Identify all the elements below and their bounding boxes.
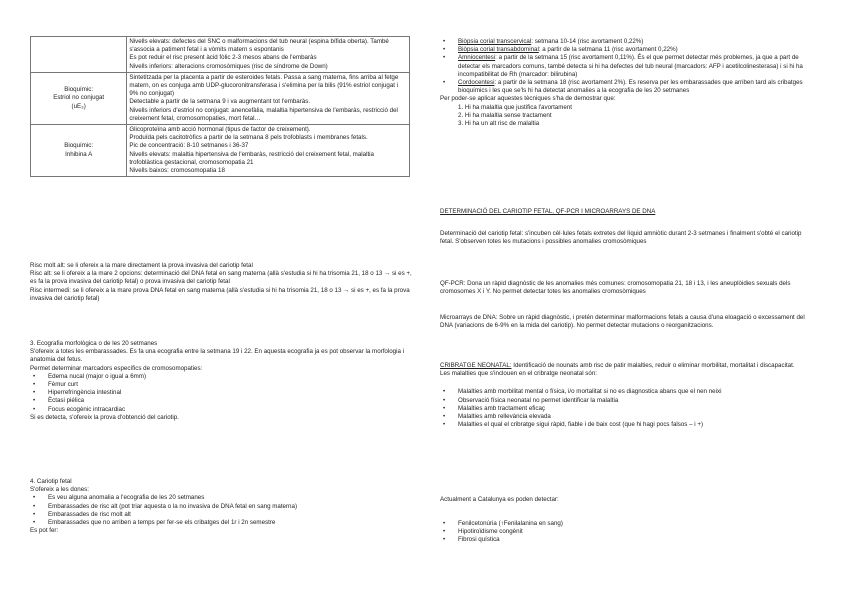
paragraph: Microarrays de DNA: Sobre un ràpid diagnòstic, i pretén determinar malformacions fetals a causa d'una eloagació o excessament del DNA (variacions de 6-9% en la mida del cariotip). No permet detectar mutacions o reorganitzacions. bbox=[440, 314, 805, 330]
method-text: : a partir de la setmana 15 (risc avortament 0,11%). És el que permet detectar més problemes, ja que a part de detectar els marcadors comuns, també detecta si hi ha defectes del tub neural (marcadors: AFP i acetilcolinesterasa) i si hi ha incompatibilitat de Rh (marcador: bilirubina) bbox=[458, 54, 803, 78]
list-item: • Fenilcetonúria (↑Fenilalanina en sang) bbox=[440, 520, 812, 528]
paragraph: Determinació del cariotip fetal: s'incuben cèl·lules fetals extretes del líquid amniòtic durant 2-3 setmanes i finalment s'obté el cariotip fetal. S'observen totes les mutacions i possibles anomalies cromosòmiques bbox=[440, 230, 802, 246]
method-term: Cordocentesi bbox=[458, 79, 495, 87]
list-item: • Es veu alguna anomalia a l'ecografia de les 20 setmanes bbox=[30, 494, 415, 502]
table-line: Detectable a partir de la setmana 9 i va augmentant tot l'embaràs. bbox=[129, 98, 311, 106]
label-line: Bioquímic: bbox=[64, 142, 94, 150]
paragraph: Actualment a Catalunya es poden detectar: bbox=[440, 496, 559, 503]
list-item: • Hipotiroïdisme congènit bbox=[440, 528, 812, 536]
table-row-content bbox=[127, 72, 410, 124]
paragraph: Per poder-se aplicar aquestes tècniques s'ha de demostrar que: bbox=[440, 95, 616, 103]
label-line: Inhibina A bbox=[65, 150, 93, 158]
section-heading: DETERMINACIÓ DEL CARIOTIP FETAL, QF-PCR I MICROARRAYS DE DNA bbox=[440, 208, 656, 215]
label-line: Bioquímic: bbox=[64, 86, 94, 94]
section-title: 4. Cariotip fetal bbox=[30, 478, 72, 485]
method-term: Biòpsia corial transcervical bbox=[458, 38, 532, 45]
list-item: 2. Hi ha malaltia sense tractament bbox=[458, 111, 552, 119]
list-item: • Embarassades que no arriben a temps per fer-se els cribatges del 1r i 2n semestre bbox=[30, 519, 415, 527]
paragraph: Si es detecta, s'ofereix la prova d'obtenció del cariotip. bbox=[30, 413, 179, 421]
table-row-label bbox=[31, 125, 127, 177]
list-item: • Malalties amb morbilitat mental o física, i/o mortalitat si no es diagnostica abans que el nen neixi bbox=[440, 388, 812, 396]
table-line: Nivells inferiors: alteracions cromosòmiques (risc de síndrome de Down) bbox=[129, 62, 328, 70]
section-title: 3. Ecografia morfològica o de les 20 setmanes bbox=[30, 340, 158, 347]
paragraph bbox=[440, 362, 812, 370]
neonatal-term: CRIBRATGE NEONATAL: bbox=[440, 362, 512, 369]
table-row-label bbox=[31, 72, 127, 124]
table-line: Pic de concentració: 8-10 setmanes i 36-37 bbox=[129, 142, 249, 150]
table-row-content bbox=[127, 37, 410, 73]
table-line: Sintetitzada per la placenta a partir de esteroides fetals. Passa a sang materna, fins arriba al fetge matern, on es conjuga amb UDP-glucoronitransferasa i s'elimina per la bilis (91% estriol conjugat i 9% no conjugat) bbox=[129, 73, 399, 98]
list-item: • Fèmur curt bbox=[30, 381, 415, 389]
table-line: Nivells elevats: defectes del SNC o malformacions del tub neural (espina bífida oberta). També s'associa a patiment fetal i a vòmits matern s espontanis bbox=[129, 38, 389, 54]
risk-line: Risc alt: se li ofereix a la mare 2 opcions: determinació del DNA fetal en sang materna (allà s'estudia si hi ha trisomia 21, 18 o 13 → si es +, es fa la prova invasiva del cariotip fetal) o prova invasiva del cariotip fetal bbox=[30, 270, 412, 286]
paragraph: S'ofereix a totes les embarassades. Es fa una ecografia entre la setmana 19 i 22. En aquesta ecografia ja es pot observar la morfologia i anatomia del fetus. bbox=[30, 348, 405, 364]
method-term: Biòpsia corial transabdominal bbox=[458, 46, 539, 54]
neonatal-text: Identificació de nounats amb risc de patir malalties, reduir o eliminar morbilitat, mortalitat i discapacitat. bbox=[511, 362, 795, 369]
method-term: Amniocentesi bbox=[458, 54, 496, 62]
neonatal-section bbox=[440, 362, 812, 429]
table-row-content bbox=[127, 125, 410, 177]
list-item: • Malalties amb rellevància elevada bbox=[440, 413, 812, 421]
table-row bbox=[31, 125, 410, 177]
marker-list bbox=[30, 373, 415, 414]
method-text: : setmana 10-14 (risc avortament 0,22%) bbox=[531, 38, 644, 45]
paragraph: Es pot fer: bbox=[30, 527, 59, 535]
risk-line: Risc molt alt: se li ofereix a la mare directament la prova invasiva del cariotip fetal bbox=[30, 262, 253, 269]
list-item: • Edema nucal (major o igual a 6mm) bbox=[30, 373, 415, 381]
label-line: (uE₃) bbox=[71, 102, 86, 110]
risk-section bbox=[30, 262, 415, 303]
list-item: 1. Hi ha malaltia que justifica l'avortament bbox=[458, 103, 572, 111]
list-item: • Embarassades de risc alt (pot triar aquesta o la no invasiva de DNA fetal en sang materna) bbox=[30, 503, 415, 511]
methods-list bbox=[440, 38, 812, 95]
list-item: • Focus ecogènic intracardiac bbox=[30, 406, 415, 414]
table-row bbox=[31, 72, 410, 124]
paragraph: Les malalties que s'inclouen en el cribratge neonatal són: bbox=[440, 370, 597, 378]
paragraph: S'ofereix a les dones: bbox=[30, 486, 89, 494]
list-item: • Hiperrefringència intestinal bbox=[30, 389, 415, 397]
table-line: Nivells elevats: malaltia hipertensiva de l'embaràs, restricció del creixement fetal, malaltia trofoblàstica gestacional, cromosomopatia 21 bbox=[129, 150, 374, 166]
label-line: Estriol no conjugat bbox=[53, 94, 105, 102]
table-line: Produïda pels cacitotròfics a partir de la setmana 8 pels trofoblasts i membranes fetals. bbox=[129, 134, 368, 142]
list-item: • Observació física neonatal no permet identificar la malaltia bbox=[440, 397, 812, 405]
catalonia-section bbox=[440, 520, 812, 545]
neonatal-list bbox=[440, 388, 812, 429]
table-line: Es pot reduir el risc present àcid fòlic 2-3 mesos abans de l'embaràs bbox=[129, 54, 317, 62]
method-text: : a partir de la setmana 18 (risc avortament 2%). Es reserva per les embarassades que arriben tard als cribatges bioquímics i les que se'ls hi ha detectat anomalies a la ecografia de les 20 setmanes bbox=[458, 79, 803, 95]
list-item: • Embarassades de risc molt alt bbox=[30, 511, 415, 519]
paragraph: QF-PCR: Dona un ràpid diagnòstic de les anomalies més comunes: cromosomopatia 21, 18 i 13, i les aneuplòidies sexuals dels cromosomes X i Y. No permet detectar totes les anomalies cromosòmiques bbox=[440, 280, 791, 296]
list-item: • Èctasi piélica bbox=[30, 397, 415, 405]
table-line: Nivells inferiors d'estriol no conjugat: anencefàlia, malaltia hipertensiva de l'embaràs, restricció del creixement fetal, cromosomopaties, mort fetal… bbox=[129, 106, 398, 122]
catalonia-list bbox=[440, 520, 812, 545]
section-3 bbox=[30, 340, 415, 422]
list-item: 3. Hi ha un alt risc de malaltia bbox=[458, 120, 540, 128]
list-item: • Malalties el qual el cribratge sigui ràpid, fiable i de baix cost (que hi hagi pocs falsos – i +) bbox=[440, 421, 812, 429]
indications-list bbox=[30, 494, 415, 527]
table-line: Nivells baixos: cromosomopatia 18 bbox=[129, 167, 225, 175]
list-item bbox=[440, 46, 812, 54]
table-row-label bbox=[31, 37, 127, 73]
list-item: • Malalties amb tractament eficaç bbox=[440, 405, 812, 413]
table-line: Glicoproteïna amb acció hormonal (tipus de factor de creixement). bbox=[129, 126, 311, 134]
conditions-list bbox=[440, 104, 812, 129]
methods-section bbox=[440, 38, 812, 128]
list-item bbox=[440, 38, 812, 46]
list-item bbox=[440, 54, 812, 79]
paragraph: Permet determinar marcadors específics de cromosomopaties: bbox=[30, 364, 203, 372]
section-4 bbox=[30, 478, 415, 535]
list-item bbox=[440, 79, 812, 95]
method-text: : a partir de la setmana 11 (risc avortament 0,22%) bbox=[538, 46, 678, 54]
list-item: • Fibrosi quística bbox=[440, 536, 812, 544]
risk-line: Risc intermedi: se li ofereix a la mare prova DNA fetal en sang materna (allà s'estudia si hi ha trisomia 21, 18 o 13 → si es +, es fa la prova invasiva del cariotip fetal) bbox=[30, 286, 410, 302]
table-row bbox=[31, 37, 410, 73]
biochemical-markers-table bbox=[30, 36, 410, 177]
